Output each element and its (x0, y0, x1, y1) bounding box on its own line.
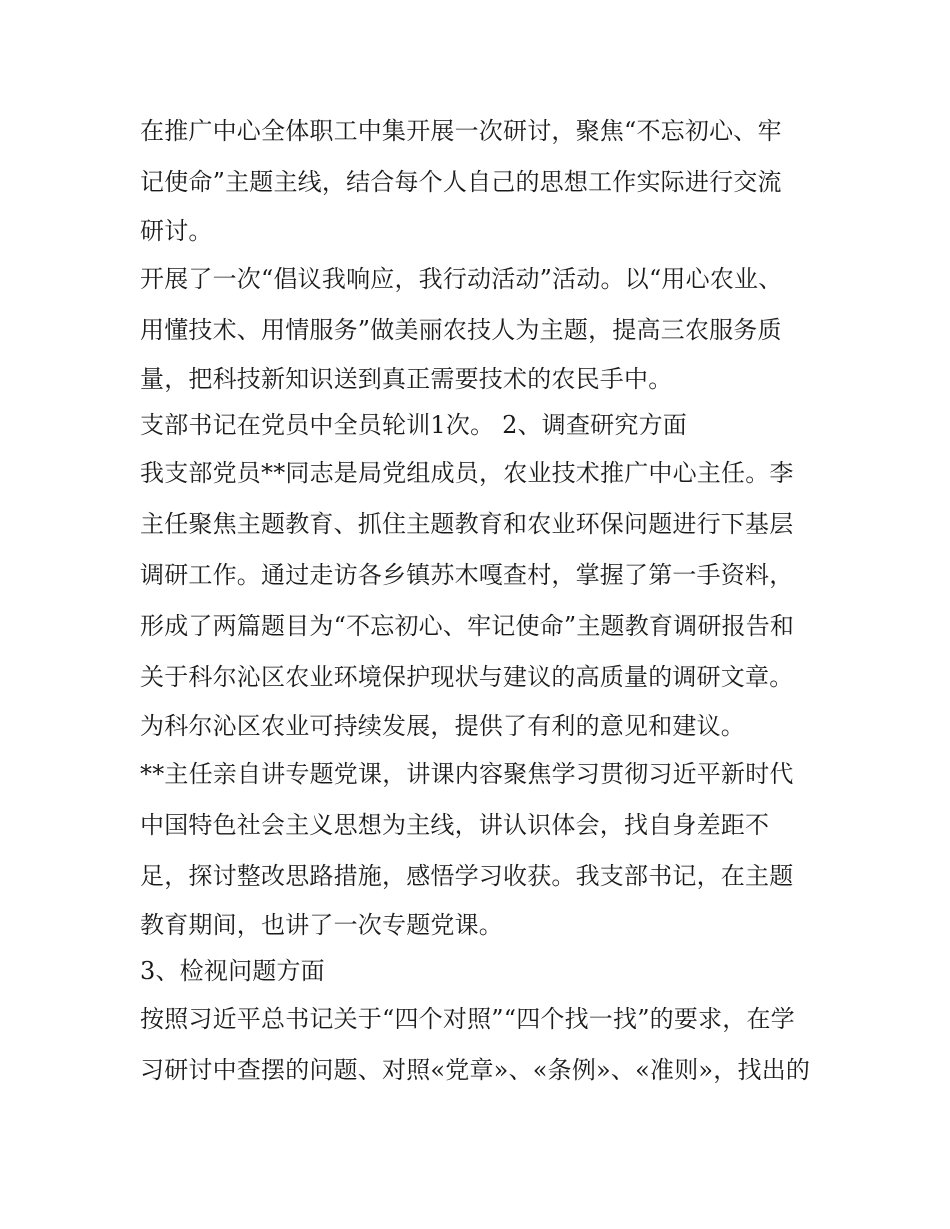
text-line: 习研讨中查摆的问题、对照«党章»、«条例»、«准则»，找出的 (140, 1056, 811, 1084)
text-line: 教育期间，也讲了一次专题党课。 (140, 911, 503, 939)
text-line: 中国特色社会主义思想为主线，讲认识体会，找自身差距不 (140, 811, 770, 839)
text-line: 形成了两篇题目为“不忘初心、牢记使命”主题教育调研报告和 (140, 612, 795, 640)
text-line: 主任聚焦主题教育、抓住主题教育和农业环保问题进行下基层 (140, 510, 794, 538)
text-line: 调研工作。通过走访各乡镇苏木嘎查村，掌握了第一手资料， (140, 561, 794, 589)
document-body (140, 106, 820, 1096)
text-line: 为科尔沁区农业可持续发展，提供了有利的意见和建议。 (140, 712, 745, 740)
text-line: 用懂技术、用情服务”做美丽农技人为主题，提高三农服务质 (140, 316, 782, 344)
text-line: 研讨。 (140, 217, 213, 245)
text-line: 量，把科技新知识送到真正需要技术的农民手中。 (140, 365, 673, 393)
text-line: 开展了一次“倡议我响应，我行动活动”活动。以“用心农业、 (140, 265, 783, 293)
text-line: 按照习近平总书记关于“四个对照”“四个找一找”的要求，在学 (140, 1005, 795, 1033)
text-line: 支部书记在党员中全员轮训1次。 2、调查研究方面 (140, 411, 687, 439)
text-line: 记使命”主题主线，结合每个人自己的思想工作实际进行交流 (140, 168, 782, 196)
text-line: **主任亲自讲专题党课，讲课内容聚焦学习贯彻习近平新时代 (140, 760, 794, 788)
text-line: 足，探讨整改思路措施，感悟学习收获。我支部书记，在主题 (140, 862, 794, 890)
text-line: 关于科尔沁区农业环境保护现状与建议的高质量的调研文章。 (140, 663, 794, 691)
text-line: 我支部党员**同志是局党组成员，农业技术推广中心主任。李 (140, 459, 794, 487)
text-line: 在推广中心全体职工中集开展一次研讨，聚焦“不忘初心、牢 (140, 117, 782, 145)
section-heading: 3、检视问题方面 (140, 957, 325, 985)
